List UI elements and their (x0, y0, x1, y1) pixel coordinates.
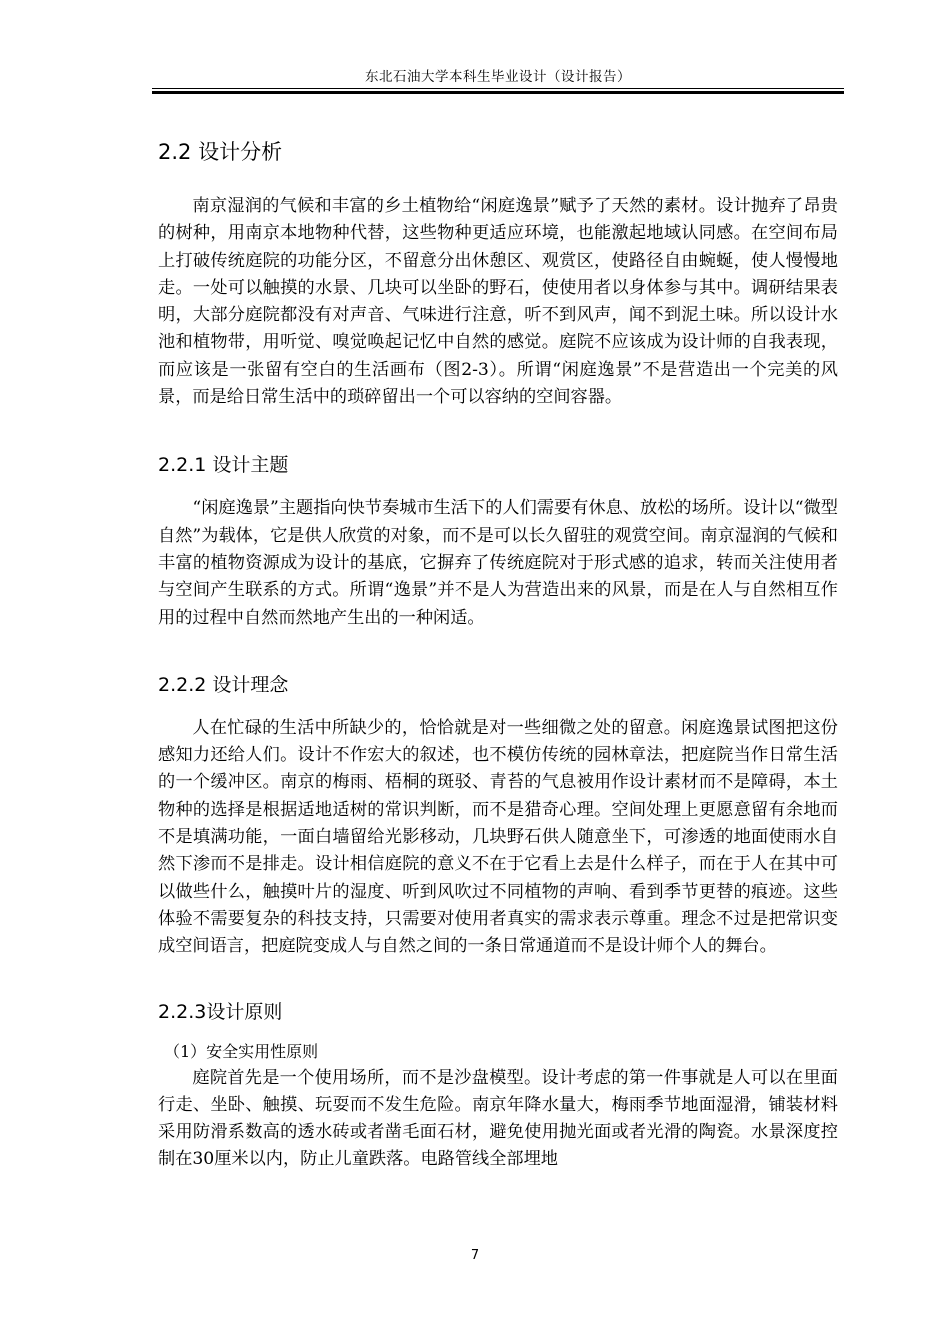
running-header: 东北石油大学本科生毕业设计（设计报告） (365, 69, 631, 85)
header-rule-thick (152, 91, 844, 94)
page-content (158, 130, 838, 1174)
principle-label-safety: （1）安全实用性原则 (164, 1041, 319, 1061)
section-heading-2-2: 2.2 设计分析 (158, 140, 283, 164)
section-heading-2-2-2: 2.2.2 设计理念 (158, 673, 289, 696)
header-rule-thin (152, 88, 844, 89)
section-paragraph-2-2-1: “闲庭逸景”主题指向快节奏城市生活下的人们需要有休息、放松的场所。设计以“微型自然”为载体，它是供人欣赏的对象，而不是可以长久留驻的观赏空间。南京湿润的气候和丰富的植物资源成为设计的基底，它摒弃了传统庭院对于形式感的追求，转而关注使用者与空间产生联系的方式。所谓“逸景”并不是人为营造出来的风景，而是在人与自然相互作用的过程中自然而然地产生出的一种闲适。 (158, 498, 838, 628)
section-paragraph-2-2: 南京湿润的气候和丰富的乡土植物给“闲庭逸景”赋予了天然的素材。设计抛弃了昂贵的树种，用南京本地物种代替，这些物种更适应环境，也能激起地域认同感。在空间布局上打破传统庭院的功能分区，不留意分出休憩区、观赏区，使路径自由蜿蜒，使人慢慢地走。一处可以触摸的水景、几块可以坐卧的野石，使使用者以身体参与其中。调研结果表明，大部分庭院都没有对声音、气味进行注意，听不到风声，闻不到泥土味。所以设计水池和植物带，用听觉、嗅觉唤起记忆中自然的感觉。庭院不应该成为设计师的自我表现，而应该是一张留有空白的生活画布（图2-3）。所谓“闲庭逸景”不是营造出一个完美的风景，而是给日常生活中的琐碎留出一个可以容纳的空间容器。 (158, 196, 838, 408)
section-heading-2-2-3: 2.2.3设计原则 (158, 1000, 283, 1023)
section-paragraph-2-2-3: 庭院首先是一个使用场所，而不是沙盘模型。设计考虑的第一件事就是人可以在里面行走、坐卧、触摸、玩耍而不发生危险。南京年降水量大，梅雨季节地面湿滑，铺装材料采用防滑系数高的透水砖或者凿毛面石材，避免使用抛光面或者光滑的陶瓷。水景深度控制在30厘米以内，防止儿童跌落。电路管线全部埋地 (158, 1067, 838, 1170)
section-heading-2-2-1: 2.2.1 设计主题 (158, 454, 289, 477)
page-number: 7 (470, 1248, 480, 1263)
section-paragraph-2-2-2: 人在忙碌的生活中所缺少的，恰恰就是对一些细微之处的留意。闲庭逸景试图把这份感知力还给人们。设计不作宏大的叙述，也不模仿传统的园林章法，把庭院当作日常生活的一个缓冲区。南京的梅雨、梧桐的斑驳、青苔的气息被用作设计素材而不是障碍，本土物种的选择是根据适地适树的常识判断，而不是猎奇心理。空间处理上更愿意留有余地而不是填满功能，一面白墙留给光影移动，几块野石供人随意坐下，可渗透的地面使雨水自然下渗而不是排走。设计相信庭院的意义不在于它看上去是什么样子，而在于人在其中可以做些什么，触摸叶片的湿度、听到风吹过不同植物的声响、看到季节更替的痕迹。这些体验不需要复杂的科技支持，只需要对使用者真实的需求表示尊重。理念不过是把常识变成空间语言，把庭院变成人与自然之间的一条日常通道而不是设计师个人的舞台。 (158, 717, 838, 957)
